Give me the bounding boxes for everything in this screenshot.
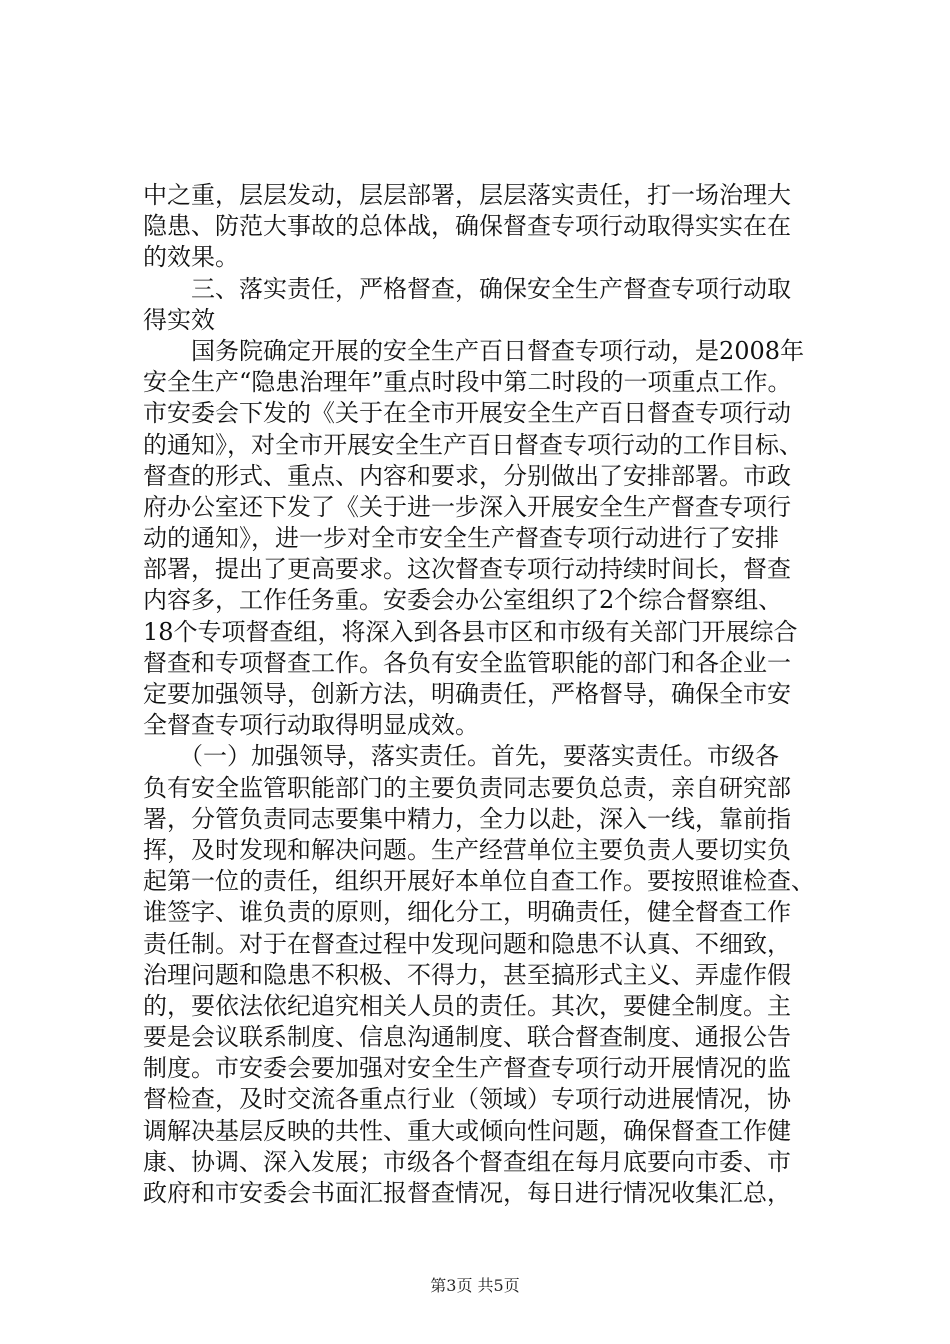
text-line: 督查和专项督查工作。各负有安全监管职能的部门和各企业一: [143, 648, 791, 677]
page-number-label: 第3页 共5页: [430, 1276, 520, 1295]
text-line: 的通知》，对全市开展安全生产百日督查专项行动的工作目标、: [143, 430, 803, 459]
text-line: 市安委会下发的《关于在全市开展安全生产百日督查专项行动: [143, 399, 791, 428]
text-line: 督查的形式、重点、内容和要求，分别做出了安排部署。市政: [143, 461, 791, 490]
text-line: 挥，及时发现和解决问题。生产经营单位主要负责人要切实负: [143, 835, 791, 864]
text-line: 全督查专项行动取得明显成效。: [143, 711, 479, 740]
text-line: 负有安全监管职能部门的主要负责同志要负总责，亲自研究部: [143, 773, 791, 802]
text-line: 隐患、防范大事故的总体战，确保督查专项行动取得实实在在: [143, 212, 791, 241]
text-line: 署，分管负责同志要集中精力，全力以赴，深入一线，靠前指: [143, 804, 791, 833]
text-line: 内容多，工作任务重。安委会办公室组织了2个综合督察组、: [143, 586, 783, 615]
text-line: 的效果。: [143, 243, 239, 272]
page-footer: [0, 1276, 950, 1296]
text-line: 定要加强领导，创新方法，明确责任，严格督导，确保全市安: [143, 680, 791, 708]
text-line: 责任制。对于在督查过程中发现问题和隐患不认真、不细致，: [143, 929, 791, 958]
text-line: 安全生产“隐患治理年”重点时段中第二时段的一项重点工作。: [143, 368, 792, 397]
text-line: 中之重，层层发动，层层部署，层层落实责任，打一场治理大: [143, 181, 791, 209]
text-line: 动的通知》，进一步对全市安全生产督查专项行动进行了安排: [143, 524, 779, 553]
text-line: 督检查，及时交流各重点行业（领域）专项行动进展情况，协: [143, 1085, 791, 1114]
subsection-heading-line: （一）加强领导，落实责任。首先，要落实责任。市级各: [143, 742, 779, 771]
section-heading-line: 三、落实责任，严格督查，确保安全生产督查专项行动取: [143, 274, 791, 303]
text-line: 府办公室还下发了《关于进一步深入开展安全生产督查专项行: [143, 492, 791, 521]
text-line: 部署，提出了更高要求。这次督查专项行动持续时间长，督查: [143, 555, 791, 584]
text-line: 政府和市安委会书面汇报督查情况，每日进行情况收集汇总，: [143, 1179, 791, 1207]
text-line: 调解决基层反映的共性、重大或倾向性问题，确保督查工作健: [143, 1116, 791, 1145]
text-line: 要是会议联系制度、信息沟通制度、联合督查制度、通报公告: [143, 1023, 791, 1052]
text-line: 的，要依法依纪追究相关人员的责任。其次，要健全制度。主: [143, 991, 791, 1020]
text-line: 制度。市安委会要加强对安全生产督查专项行动开展情况的监: [143, 1054, 791, 1083]
text-line: 起第一位的责任，组织开展好本单位自查工作。要按照谁检查、: [143, 867, 815, 896]
text-line: 治理问题和隐患不积极、不得力，甚至搞形式主义、弄虚作假: [143, 960, 791, 989]
text-line: 18个专项督查组，将深入到各县市区和市级有关部门开展综合: [143, 617, 798, 646]
text-line: 康、协调、深入发展；市级各个督查组在每月底要向市委、市: [143, 1147, 791, 1176]
section-heading-line: 得实效: [143, 305, 215, 334]
body-text: [143, 180, 843, 1209]
text-line: 国务院确定开展的安全生产百日督查专项行动，是2008年: [143, 336, 805, 365]
text-line: 谁签字、谁负责的原则，细化分工，明确责任，健全督查工作: [143, 898, 791, 927]
